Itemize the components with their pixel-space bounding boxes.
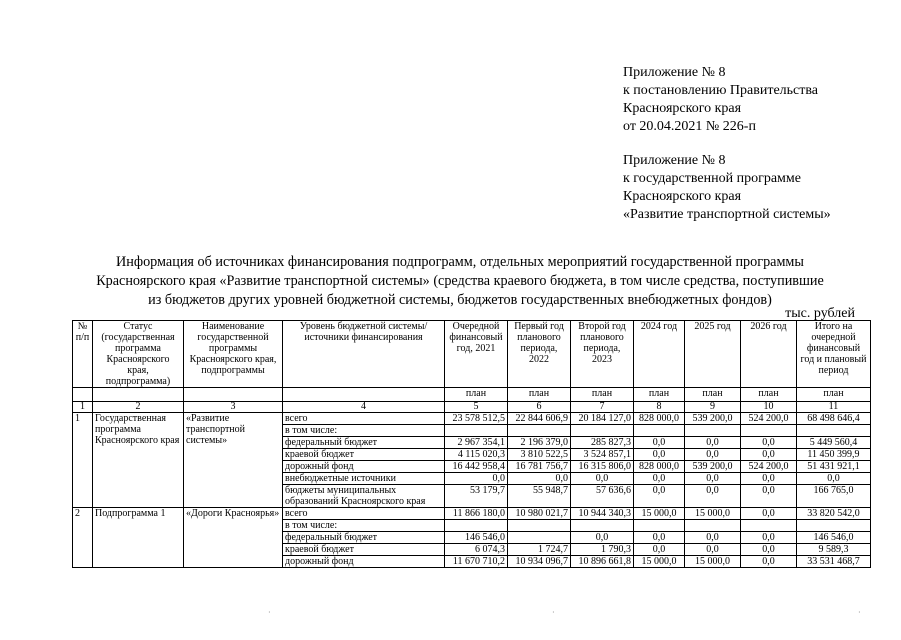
appendix-government-decree	[623, 64, 818, 136]
plan-label: план	[571, 388, 634, 402]
title-line: Красноярского края «Развитие транспортной системы» (средства краевого бюджета, в том числе средства, поступившие	[96, 273, 824, 289]
column-header: Статус (государственная программа Красноярского края, подпрограмма)	[93, 321, 184, 388]
funding-level: дорожный фонд	[283, 556, 445, 568]
funding-level: в том числе:	[283, 425, 445, 437]
table-row	[73, 508, 871, 520]
value-cell: 828 000,0	[634, 413, 685, 425]
value-cell: 1 790,3	[571, 544, 634, 556]
value-cell: 9 589,3	[797, 544, 871, 556]
column-header: Наименование государственной программы Красноярского края, подпрограммы	[184, 321, 283, 388]
value-cell: 166 765,0	[797, 485, 871, 508]
value-cell: 0,0	[634, 544, 685, 556]
appendix-line: к постановлению Правительства	[623, 83, 819, 98]
column-number: 3	[184, 402, 283, 413]
value-cell: 0,0	[634, 485, 685, 508]
plan-label: план	[445, 388, 508, 402]
value-cell: 0,0	[685, 449, 741, 461]
appendix-line: Красноярского края	[623, 101, 742, 116]
column-number-row	[73, 402, 871, 413]
value-cell: 0,0	[741, 544, 797, 556]
value-cell: 11 670 710,2	[445, 556, 508, 568]
value-cell: 0,0	[741, 437, 797, 449]
value-cell: 15 000,0	[685, 556, 741, 568]
appendix-line: к государственной программе	[623, 171, 801, 186]
value-cell	[741, 520, 797, 532]
column-header: Второй год планового периода, 2023	[571, 321, 634, 388]
value-cell: 2 967 354,1	[445, 437, 508, 449]
value-cell	[741, 425, 797, 437]
value-cell	[571, 425, 634, 437]
value-cell: 15 000,0	[634, 556, 685, 568]
value-cell: 0,0	[741, 556, 797, 568]
value-cell: 51 431 921,1	[797, 461, 871, 473]
plan-empty-cell	[283, 388, 445, 402]
row-name: «Дороги Красноярья»	[184, 508, 283, 568]
value-cell: 0,0	[685, 473, 741, 485]
value-cell: 68 498 646,4	[797, 413, 871, 425]
column-number: 7	[571, 402, 634, 413]
column-header: Первый год планового периода, 2022	[508, 321, 571, 388]
value-cell: 57 636,6	[571, 485, 634, 508]
value-cell: 33 531 468,7	[797, 556, 871, 568]
value-cell: 5 449 560,4	[797, 437, 871, 449]
row-name: «Развитие транспортной системы»	[184, 413, 283, 508]
value-cell: 0,0	[685, 485, 741, 508]
value-cell	[445, 520, 508, 532]
value-cell: 146 546,0	[797, 532, 871, 544]
value-cell: 53 179,7	[445, 485, 508, 508]
column-number: 9	[685, 402, 741, 413]
value-cell: 15 000,0	[685, 508, 741, 520]
column-header: № п/п	[73, 321, 93, 388]
value-cell: 0,0	[634, 437, 685, 449]
column-number: 2	[93, 402, 184, 413]
value-cell: 0,0	[685, 437, 741, 449]
column-number: 1	[73, 402, 93, 413]
value-cell: 0,0	[634, 532, 685, 544]
plan-label: план	[634, 388, 685, 402]
title-line: Информация об источниках финансирования подпрограмм, отдельных мероприятий государственной программы	[116, 254, 804, 270]
value-cell: 0,0	[741, 508, 797, 520]
value-cell	[445, 425, 508, 437]
column-number: 8	[634, 402, 685, 413]
value-cell	[508, 532, 571, 544]
value-cell	[634, 425, 685, 437]
column-number: 4	[283, 402, 445, 413]
value-cell: 0,0	[797, 473, 871, 485]
plan-empty-cell	[184, 388, 283, 402]
value-cell: 10 934 096,7	[508, 556, 571, 568]
value-cell: 0,0	[634, 449, 685, 461]
column-number: 11	[797, 402, 871, 413]
value-cell	[797, 520, 871, 532]
value-cell: 6 074,3	[445, 544, 508, 556]
value-cell: 55 948,7	[508, 485, 571, 508]
plan-label: план	[685, 388, 741, 402]
column-number: 5	[445, 402, 508, 413]
value-cell: 828 000,0	[634, 461, 685, 473]
funding-level: в том числе:	[283, 520, 445, 532]
value-cell: 20 184 127,0	[571, 413, 634, 425]
appendix-line: Приложение № 8	[623, 65, 726, 80]
funding-level: всего	[283, 508, 445, 520]
column-header: Уровень бюджетной системы/источники финансирования	[283, 321, 445, 388]
value-cell: 10 980 021,7	[508, 508, 571, 520]
row-number: 2	[73, 508, 93, 568]
appendix-line: «Развитие транспортной системы»	[623, 207, 831, 222]
funding-level: всего	[283, 413, 445, 425]
value-cell	[508, 520, 571, 532]
value-cell: 285 827,3	[571, 437, 634, 449]
value-cell: 0,0	[571, 532, 634, 544]
funding-level: дорожный фонд	[283, 461, 445, 473]
row-status: Подпрограмма 1	[93, 508, 184, 568]
plan-label: план	[508, 388, 571, 402]
appendix-line: Красноярского края	[623, 189, 742, 204]
column-header: Итого на очередной финансовый год и плановый период	[797, 321, 871, 388]
value-cell: 0,0	[741, 449, 797, 461]
funding-level: краевой бюджет	[283, 544, 445, 556]
funding-level: федеральный бюджет	[283, 532, 445, 544]
value-cell: 0,0	[741, 532, 797, 544]
scan-artifact: ·	[268, 608, 271, 617]
value-cell	[685, 425, 741, 437]
value-cell: 10 944 340,3	[571, 508, 634, 520]
value-cell: 1 724,7	[508, 544, 571, 556]
plan-empty-cell	[73, 388, 93, 402]
value-cell: 16 442 958,4	[445, 461, 508, 473]
column-number: 10	[741, 402, 797, 413]
value-cell: 0,0	[685, 532, 741, 544]
value-cell: 10 896 661,8	[571, 556, 634, 568]
value-cell: 0,0	[685, 544, 741, 556]
value-cell: 539 200,0	[685, 413, 741, 425]
value-cell	[685, 520, 741, 532]
value-cell: 15 000,0	[634, 508, 685, 520]
value-cell: 0,0	[445, 473, 508, 485]
value-cell	[797, 425, 871, 437]
value-cell: 3 524 857,1	[571, 449, 634, 461]
title-line: из бюджетов других уровней бюджетной системы, бюджетов государственных внебюджетных фондов)	[148, 292, 772, 308]
value-cell: 0,0	[741, 473, 797, 485]
value-cell: 23 578 512,5	[445, 413, 508, 425]
value-cell: 33 820 542,0	[797, 508, 871, 520]
appendix-line: от 20.04.2021 № 226-п	[623, 119, 756, 134]
scan-artifact: ·	[552, 608, 555, 617]
value-cell	[571, 520, 634, 532]
value-cell: 0,0	[508, 473, 571, 485]
row-status: Государственная программа Красноярского края	[93, 413, 184, 508]
value-cell: 16 781 756,7	[508, 461, 571, 473]
value-cell	[508, 425, 571, 437]
column-header: 2026 год	[741, 321, 797, 388]
header-row	[73, 321, 871, 388]
plan-label: план	[741, 388, 797, 402]
plan-row	[73, 388, 871, 402]
value-cell: 2 196 379,0	[508, 437, 571, 449]
value-cell: 3 810 522,5	[508, 449, 571, 461]
funding-level: внебюджетные источники	[283, 473, 445, 485]
column-header: Очередной финансовый год, 2021	[445, 321, 508, 388]
unit-label: тыс. рублей	[785, 306, 855, 321]
value-cell: 22 844 606,9	[508, 413, 571, 425]
value-cell	[634, 520, 685, 532]
plan-empty-cell	[93, 388, 184, 402]
appendix-state-program	[623, 152, 831, 224]
value-cell: 11 866 180,0	[445, 508, 508, 520]
value-cell: 539 200,0	[685, 461, 741, 473]
plan-label: план	[797, 388, 871, 402]
value-cell: 0,0	[741, 485, 797, 508]
value-cell: 4 115 020,3	[445, 449, 508, 461]
table-row	[73, 413, 871, 425]
document-title	[60, 253, 860, 310]
column-header: 2025 год	[685, 321, 741, 388]
value-cell: 0,0	[634, 473, 685, 485]
value-cell: 524 200,0	[741, 413, 797, 425]
financing-table	[72, 320, 871, 568]
funding-level: бюджеты муниципальных образований Красноярского края	[283, 485, 445, 508]
value-cell: 11 450 399,9	[797, 449, 871, 461]
column-header: 2024 год	[634, 321, 685, 388]
table-body	[73, 413, 871, 568]
value-cell: 146 546,0	[445, 532, 508, 544]
funding-level: федеральный бюджет	[283, 437, 445, 449]
scan-artifact: ·	[858, 608, 861, 617]
column-number: 6	[508, 402, 571, 413]
appendix-line: Приложение № 8	[623, 153, 726, 168]
value-cell: 16 315 806,0	[571, 461, 634, 473]
funding-level: краевой бюджет	[283, 449, 445, 461]
row-number: 1	[73, 413, 93, 508]
value-cell: 0,0	[571, 473, 634, 485]
value-cell: 524 200,0	[741, 461, 797, 473]
